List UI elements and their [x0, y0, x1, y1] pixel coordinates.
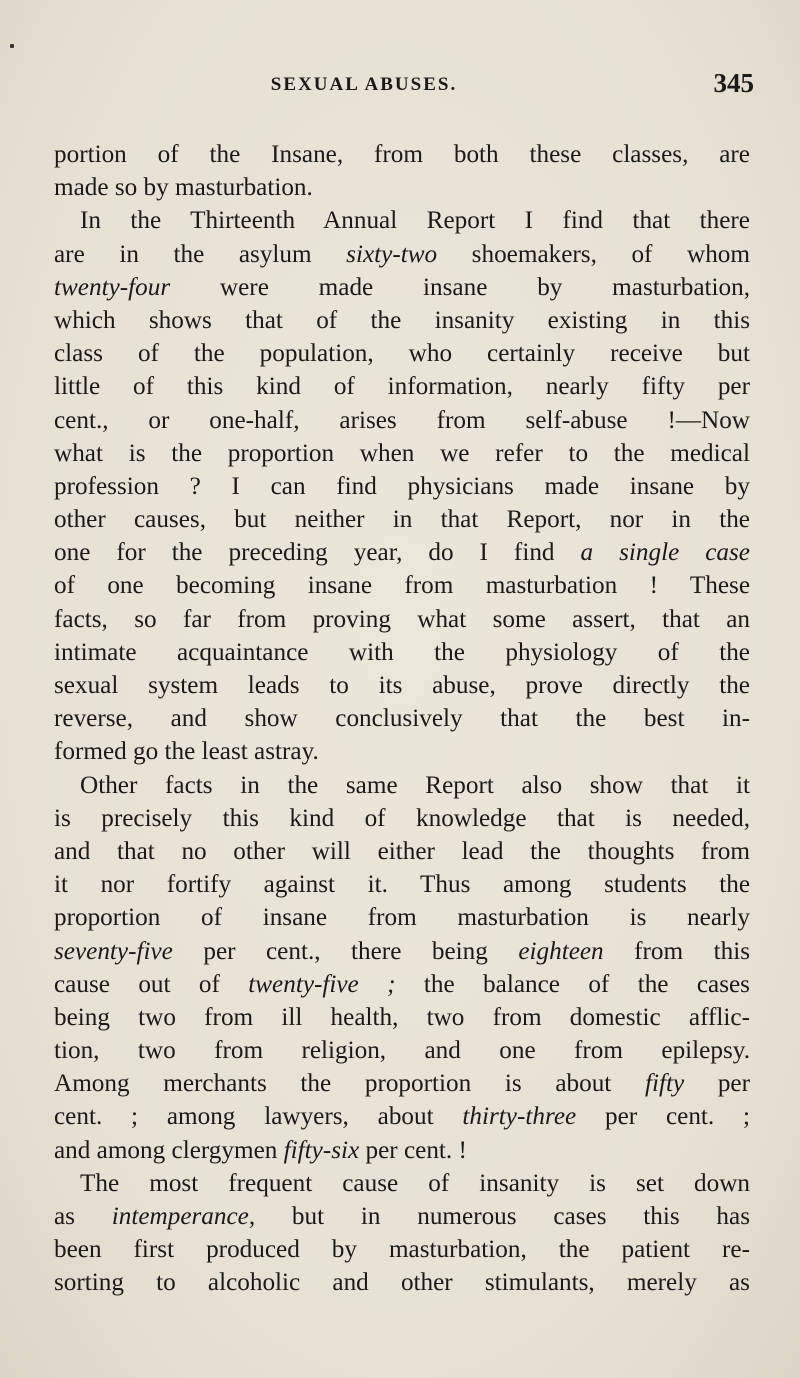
- italic-text: fifty: [644, 1070, 685, 1098]
- text-segment: from this: [603, 937, 750, 965]
- italic-text: fifty-six: [283, 1136, 360, 1164]
- text-line: [54, 138, 750, 171]
- text-segment: what is the proportion when we refer to the medical: [54, 439, 750, 467]
- text-line: [54, 337, 750, 370]
- text-segment: is precisely this kind of knowledge that is needed,: [54, 804, 750, 832]
- italic-text: sixty-two: [346, 240, 438, 268]
- text-segment: Among merchants the proportion is about: [54, 1070, 645, 1098]
- italic-text: twenty-four: [54, 273, 171, 301]
- text-line: [54, 238, 750, 271]
- text-segment: reverse, and show conclusively that the best in-: [54, 705, 750, 733]
- text-line: [54, 868, 750, 901]
- text-line: [54, 901, 750, 934]
- text-line: [54, 304, 750, 337]
- text-line: [54, 603, 750, 636]
- text-line: [54, 636, 750, 669]
- italic-text: a single case: [580, 539, 750, 567]
- text-segment: per: [684, 1070, 750, 1098]
- text-segment: the balance of the cases: [395, 970, 750, 998]
- text-line: [54, 404, 750, 437]
- text-segment: per cent. ;: [576, 1103, 751, 1131]
- text-segment: cent., or one-half, arises from self-abuse !—Now: [54, 406, 750, 434]
- text-line: [54, 569, 750, 602]
- text-segment: which shows that of the insanity existing in this: [54, 306, 750, 334]
- italic-text: thirty-three: [462, 1103, 577, 1131]
- text-segment: formed go the least astray.: [54, 738, 319, 766]
- text-segment: proportion of insane from masturbation is nearly: [54, 904, 750, 932]
- text-line: [54, 935, 750, 968]
- text-line: [54, 968, 750, 1001]
- text-segment: cent. ; among lawyers, about: [54, 1103, 463, 1131]
- text-line: [54, 470, 750, 503]
- text-line: [54, 204, 750, 237]
- text-line: [54, 1134, 750, 1167]
- text-segment: Other facts in the same Report also show that it: [80, 771, 750, 799]
- text-segment: per cent., there being: [172, 937, 519, 965]
- text-line: [54, 1001, 750, 1034]
- text-line: [54, 171, 750, 204]
- text-line: [54, 370, 750, 403]
- text-line: [54, 503, 750, 536]
- text-segment: but in numerous cases this has: [255, 1203, 750, 1230]
- text-segment: as: [54, 1203, 112, 1230]
- text-segment: tion, two from religion, and one from epilepsy.: [54, 1037, 750, 1065]
- text-segment: were made insane by masturbation,: [170, 273, 750, 301]
- text-segment: been first produced by masturbation, the patient re-: [54, 1236, 750, 1264]
- text-segment: being two from ill health, two from domestic afflic-: [54, 1003, 750, 1031]
- text-segment: other causes, but neither in that Report, nor in the: [54, 506, 750, 534]
- text-line: [54, 1200, 750, 1233]
- italic-text: intemperance,: [111, 1203, 256, 1230]
- text-segment: portion of the Insane, from both these classes, are: [54, 141, 750, 168]
- text-line: [54, 1034, 750, 1067]
- text-segment: cause out of: [54, 970, 249, 998]
- text-segment: class of the population, who certainly receive but: [54, 340, 750, 368]
- text-segment: sexual system leads to its abuse, prove directly the: [54, 672, 750, 699]
- body-text: [54, 138, 750, 1300]
- text-line: [54, 536, 750, 569]
- text-line: [54, 1266, 750, 1299]
- text-segment: little of this kind of information, nearly fifty per: [54, 373, 750, 401]
- text-line: [54, 1067, 750, 1100]
- text-segment: intimate acquaintance with the physiology of the: [54, 638, 750, 666]
- text-line: [54, 735, 750, 768]
- text-line: [54, 1233, 750, 1266]
- text-segment: facts, so far from proving what some assert, that an: [54, 605, 750, 633]
- page-number: 345: [713, 68, 754, 98]
- text-segment: of one becoming insane from masturbation ! These: [54, 572, 750, 600]
- text-line: [54, 1167, 750, 1200]
- text-segment: In the Thirteenth Annual Report I find that there: [80, 207, 750, 235]
- text-segment: are in the asylum: [54, 240, 347, 268]
- italic-text: twenty-five ;: [248, 970, 396, 998]
- running-title: SEXUAL ABUSES.: [270, 74, 458, 95]
- text-line: [54, 769, 750, 802]
- text-segment: sorting to alcoholic and other stimulants, merely as: [54, 1269, 750, 1297]
- running-head: [54, 68, 754, 104]
- text-line: [54, 835, 750, 868]
- text-segment: The most frequent cause of insanity is set down: [80, 1169, 750, 1197]
- text-segment: shoemakers, of whom: [437, 240, 750, 268]
- text-segment: it nor fortify against it. Thus among students the: [54, 871, 750, 899]
- text-segment: per cent. !: [359, 1136, 467, 1164]
- text-line: [54, 669, 750, 702]
- text-segment: made so by masturbation.: [54, 174, 313, 202]
- text-line: [54, 802, 750, 835]
- text-line: [54, 437, 750, 470]
- text-segment: and that no other will either lead the thoughts from: [54, 837, 750, 865]
- text-segment: profession ? I can find physicians made insane by: [54, 472, 750, 500]
- text-line: [54, 702, 750, 735]
- italic-text: eighteen: [518, 937, 604, 965]
- margin-speck: [10, 44, 14, 48]
- text-line: [54, 271, 750, 304]
- italic-text: seventy-five: [54, 937, 173, 965]
- text-segment: one for the preceding year, do I find: [54, 539, 581, 567]
- text-segment: and among clergymen: [54, 1136, 284, 1164]
- text-line: [54, 1100, 750, 1133]
